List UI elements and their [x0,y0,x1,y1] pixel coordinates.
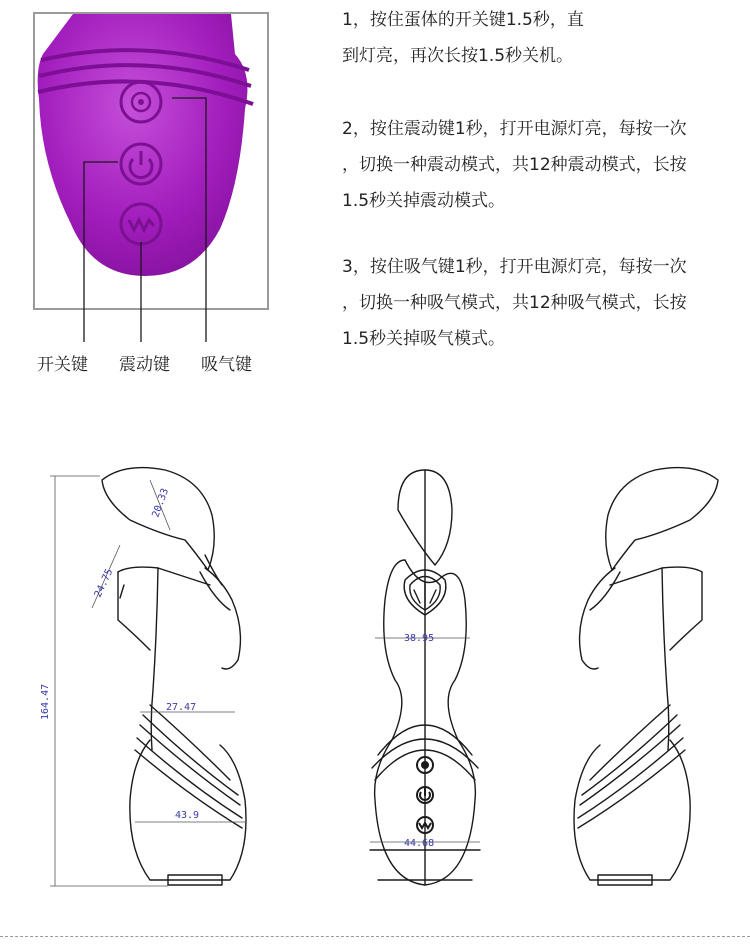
dim-height: 164.47 [40,683,51,720]
technical-drawings [0,440,750,900]
dim-shoulder: 24.75 [92,567,116,600]
bottom-divider [0,936,750,937]
vibration-button-label: 震动键 [119,355,170,375]
dim-neck: 27.47 [166,702,197,713]
instruction-2 [342,111,732,219]
power-button-label: 开关键 [37,355,88,375]
instruction-line: 2，按住震动键1秒，打开电源灯亮，每按一次 [342,119,687,139]
instruction-line: 1，按住蛋体的开关键1.5秒，直 [342,10,584,30]
instruction-3 [342,249,732,357]
dim-base: 43.9 [175,810,200,821]
leader-lines [0,0,270,360]
instruction-line: ，切换一种震动模式，共12种震动模式，长按 [342,155,687,175]
instruction-line: 3，按住吸气键1秒，打开电源灯亮，每按一次 [342,257,687,277]
dim-front-lower: 44.68 [404,838,435,849]
instruction-line: 1.5秒关掉震动模式。 [342,191,506,211]
side-view-right [574,468,718,885]
instruction-line: 1.5秒关掉吸气模式。 [342,329,506,349]
dim-front-upper: 38.95 [404,633,435,644]
dim-tip: 20.33 [150,486,172,520]
instruction-line: 到灯亮，再次长按1.5秒关机。 [342,46,574,66]
instruction-1 [342,2,732,74]
instruction-line: ，切换一种吸气模式，共12种吸气模式，长按 [342,293,687,313]
suction-button-label: 吸气键 [201,355,252,375]
front-power-button-icon [417,787,433,803]
